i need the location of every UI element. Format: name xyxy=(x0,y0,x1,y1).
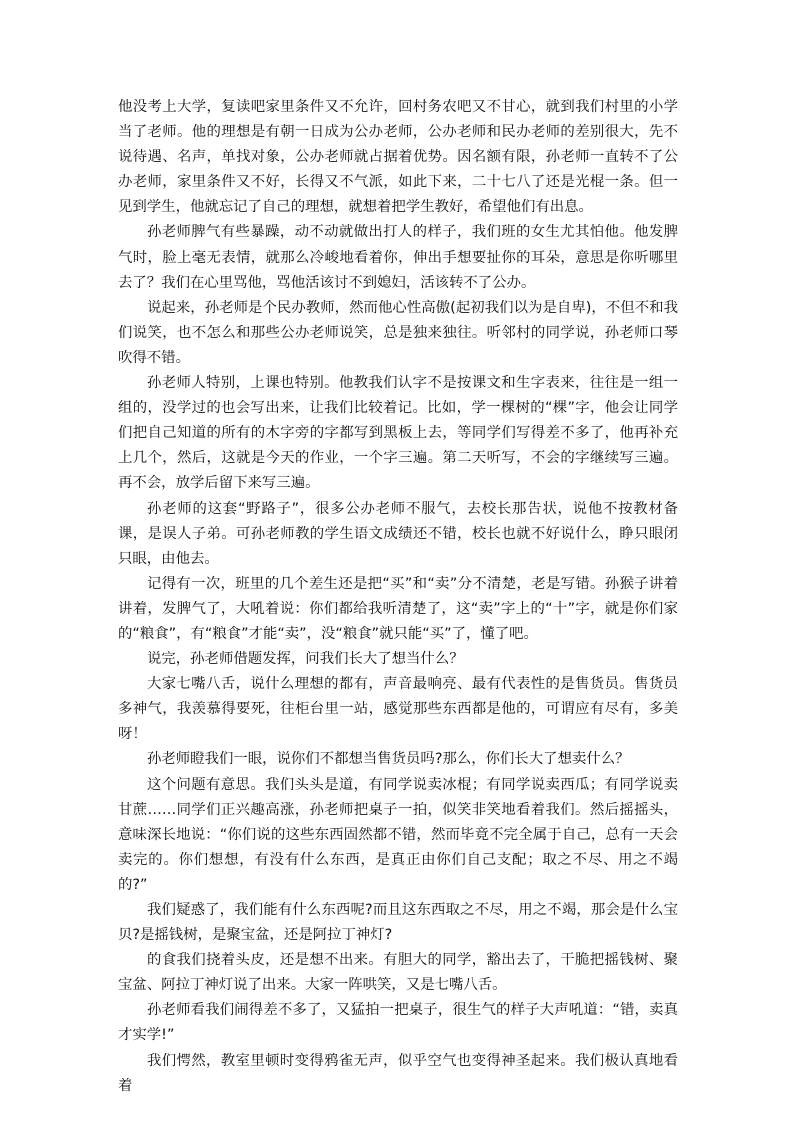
paragraph: 我们疑惑了，我们能有什么东西呢?而且这东西取之不尽，用之不竭，那会是什么宝贝?是摇钱树，是聚宝盆，还是阿拉丁神灯? xyxy=(118,902,678,944)
paragraph: 孙老师脾气有些暴躁，动不动就做出打人的样子，我们班的女生尤其怕他。他发脾气时，脸上毫无表情，就那么冷峻地看着你，伸出手想要扯你的耳朵，意思是你听哪里去了？我们在心里骂他，骂他活该讨不到媳妇，活该转不了公办。 xyxy=(118,224,678,291)
paragraph: 这个问题有意思。我们头头是道，有同学说卖冰棍；有同学说卖西瓜；有同学说卖甘蔗……同学们正兴趣高涨，孙老师把桌子一拍，似笑非笑地看着我们。然后摇摇头，意味深长地说：“你们说的这些东西固然都不错，然而毕竟不完全属于自己，总有一天会卖完的。你们想想，有没有什么东西，是真正由你们自己支配；取之不尽、用之不竭的?” xyxy=(118,776,678,893)
paragraph: 他没考上大学，复读吧家里条件又不允许，回村务农吧又不甘心，就到我们村里的小学当了老师。他的理想是有朝一日成为公办老师，公办老师和民办老师的差别很大，先不说待遇、名声，单找对象，公办老师就占据着优势。因名额有限，孙老师一直转不了公办老师，家里条件又不好，长得又不气派，如此下来，二十七八了还是光棍一条。但一见到学生，他就忘记了自己的理想，就想着把学生教好，希望他们有出息。 xyxy=(118,99,678,216)
paragraph: 孙老师的这套“野路子”，很多公办老师不服气，去校长那告状，说他不按教材备课，是误人子弟。可孙老师教的学生语文成绩还不错，校长也就不好说什么，睁只眼闭只眼，由他去。 xyxy=(118,500,678,567)
paragraph: 孙老师瞪我们一眼，说你们不都想当售货员吗?那么，你们长大了想卖什么？ xyxy=(147,751,630,768)
document-page xyxy=(118,95,678,1099)
paragraph: 的食我们挠着头皮，还是想不出来。有胆大的同学，豁出去了，干脆把摇钱树、聚宝盆、阿拉丁神灯说了出来。大家一阵哄笑，又是七嘴八舌。 xyxy=(118,952,678,994)
paragraph: 孙老师看我们闹得差不多了，又猛拍一把桌子，很生气的样子大声吼道：“错，卖真才实学!” xyxy=(118,1002,678,1044)
paragraph: 我们愕然，教室里顿时变得鸦雀无声，似乎空气也变得神圣起来。我们极认真地看着 xyxy=(118,1052,678,1094)
paragraph: 大家七嘴八舌，说什么理想的都有，声音最响亮、最有代表性的是售货员。售货员多神气，我羡慕得要死，往柜台里一站，感觉那些东西都是他的，可谓应有尽有，多美呀！ xyxy=(118,676,678,743)
paragraph: 说完，孙老师借题发挥，问我们长大了想当什么？ xyxy=(147,651,464,668)
paragraph: 记得有一次，班里的几个差生还是把“买”和“卖”分不清楚，老是写错。孙猴子讲着讲着，发脾气了，大吼着说：你们都给我听清楚了，这“卖”字上的“十”字，就是你们家的“粮食”，有“粮食”才能“卖”，没“粮食”就只能“买”了，懂了吧。 xyxy=(118,575,678,642)
paragraph: 孙老师人特别，上课也特别。他教我们认字不是按课文和生字表来，往往是一组一组的，没学过的也会写出来，让我们比较着记。比如，学一棵树的“棵”字，他会让同学们把自己知道的所有的木字旁的字都写到黑板上去，等同学们写得差不多了，他再补充上几个，然后，这就是今天的作业，一个字三遍。第二天听写，不会的字继续写三遍。再不会，放学后留下来写三遍。 xyxy=(118,375,678,492)
paragraph: 说起来，孙老师是个民办教师，然而他心性高傲(起初我们以为是自卑)，不但不和我们说笑，也不怎么和那些公办老师说笑，总是独来独往。听邻村的同学说，孙老师口琴吹得不错。 xyxy=(118,299,678,366)
